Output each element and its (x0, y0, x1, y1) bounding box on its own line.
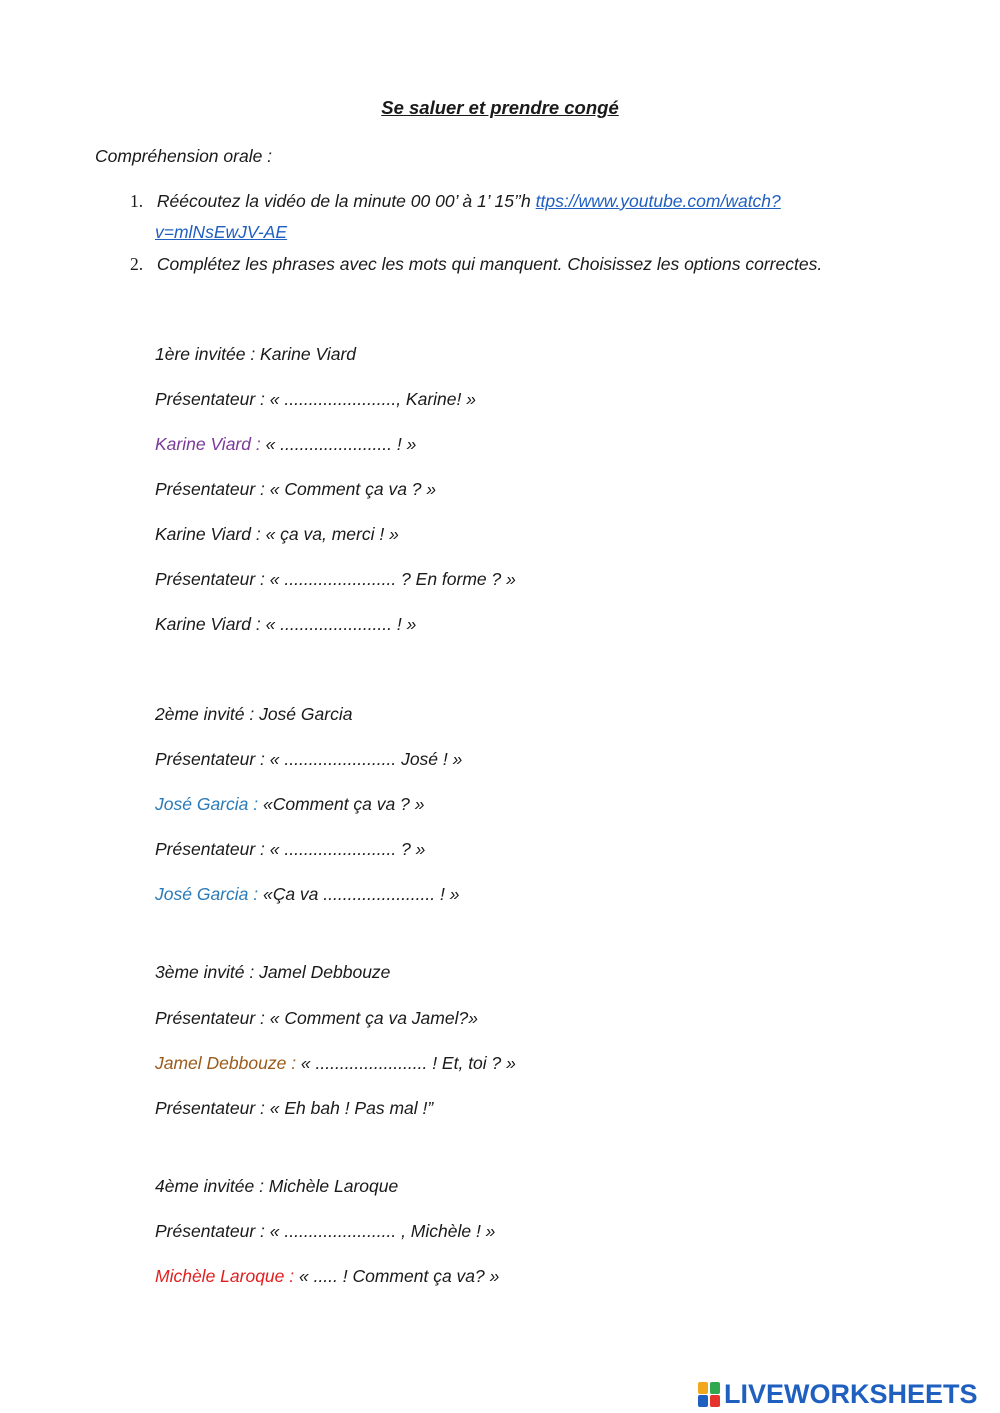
dialogue-text: « Eh bah ! Pas mal !” (264, 1098, 434, 1118)
instruction-1-link-continued (155, 221, 287, 243)
dialogue-text: « ......................., Karine! » (264, 389, 476, 409)
dialogue-text: « ....................... ! » (260, 434, 417, 454)
dialogue-line (155, 478, 436, 500)
dialogue-line (155, 1265, 499, 1287)
dialogue-text: « ....................... , Michèle ! » (264, 1221, 496, 1241)
liveworksheets-logo-icon (698, 1380, 722, 1408)
speaker-label: Présentateur : (155, 1221, 265, 1241)
dialogue-text: «Ça va ....................... ! » (258, 884, 460, 904)
dialogue-line (155, 1220, 495, 1242)
dialogue-line (155, 388, 476, 410)
dialogue-line (155, 1052, 516, 1074)
dialogue-line (155, 523, 399, 545)
speaker-label: José Garcia : (155, 794, 259, 814)
liveworksheets-logo[interactable] (698, 1378, 978, 1410)
dialogue-text: « Comment ça va ? » (264, 479, 437, 499)
speaker-label: Présentateur : (155, 749, 265, 769)
speaker-label: Karine Viard : (155, 524, 261, 544)
speaker-label: Michèle Laroque : (155, 1266, 295, 1286)
instruction-2 (130, 253, 822, 275)
dialogue-text: « ....................... José ! » (264, 749, 463, 769)
speaker-label: Présentateur : (155, 389, 265, 409)
speaker-label: Présentateur : (155, 479, 265, 499)
instruction-text: Réécoutez la vidéo de la minute 00 00’ à 1’ 15’’h (156, 191, 536, 211)
dialogue-line (155, 1007, 478, 1029)
guest-heading-jamel: 3ème invité : Jamel Debbouze (155, 962, 391, 982)
section-subtitle: Compréhension orale : (95, 146, 273, 166)
speaker-label: Présentateur : (155, 569, 265, 589)
dialogue-line (155, 613, 416, 635)
dialogue-line (155, 748, 462, 770)
dialogue-text: « ....................... ? En forme ? » (264, 569, 516, 589)
dialogue-text: « ....................... ? » (264, 839, 426, 859)
dialogue-line (155, 793, 424, 815)
speaker-label: José Garcia : (155, 884, 259, 904)
guest-heading-jose: 2ème invité : José Garcia (155, 704, 353, 724)
dialogue-line (155, 1097, 433, 1119)
speaker-label: Karine Viard : (155, 614, 261, 634)
guest-heading-michele: 4ème invitée : Michèle Laroque (155, 1176, 399, 1196)
speaker-label: Karine Viard : (155, 434, 261, 454)
dialogue-text: «Comment ça va ? » (258, 794, 425, 814)
instruction-number: 2. (130, 254, 144, 274)
dialogue-line (155, 838, 425, 860)
dialogue-text: « ....................... ! Et, toi ? » (296, 1053, 516, 1073)
youtube-link[interactable]: ttps://www.youtube.com/watch? (535, 191, 781, 211)
logo-wordmark: LIVEWORKSHEETS (724, 1378, 978, 1409)
dialogue-line (155, 433, 416, 455)
dialogue-text: « ....................... ! » (260, 614, 417, 634)
instruction-1 (130, 190, 781, 212)
speaker-label: Présentateur : (155, 1008, 265, 1028)
instruction-number: 1. (130, 191, 144, 211)
speaker-label: Jamel Debbouze : (155, 1053, 297, 1073)
youtube-link-continued[interactable]: v=mlNsEwJV-AE (155, 222, 288, 242)
guest-heading-karine: 1ère invitée : Karine Viard (155, 344, 357, 364)
speaker-label: Présentateur : (155, 1098, 265, 1118)
dialogue-text: « ça va, merci ! » (260, 524, 399, 544)
dialogue-line (155, 568, 516, 590)
page-title: Se saluer et prendre congé (381, 97, 619, 118)
instruction-text: Complétez les phrases avec les mots qui manquent. Choisissez les options correctes. (156, 254, 823, 274)
dialogue-line (155, 883, 459, 905)
dialogue-text: « ..... ! Comment ça va? » (294, 1266, 500, 1286)
dialogue-text: « Comment ça va Jamel?» (264, 1008, 478, 1028)
speaker-label: Présentateur : (155, 839, 265, 859)
